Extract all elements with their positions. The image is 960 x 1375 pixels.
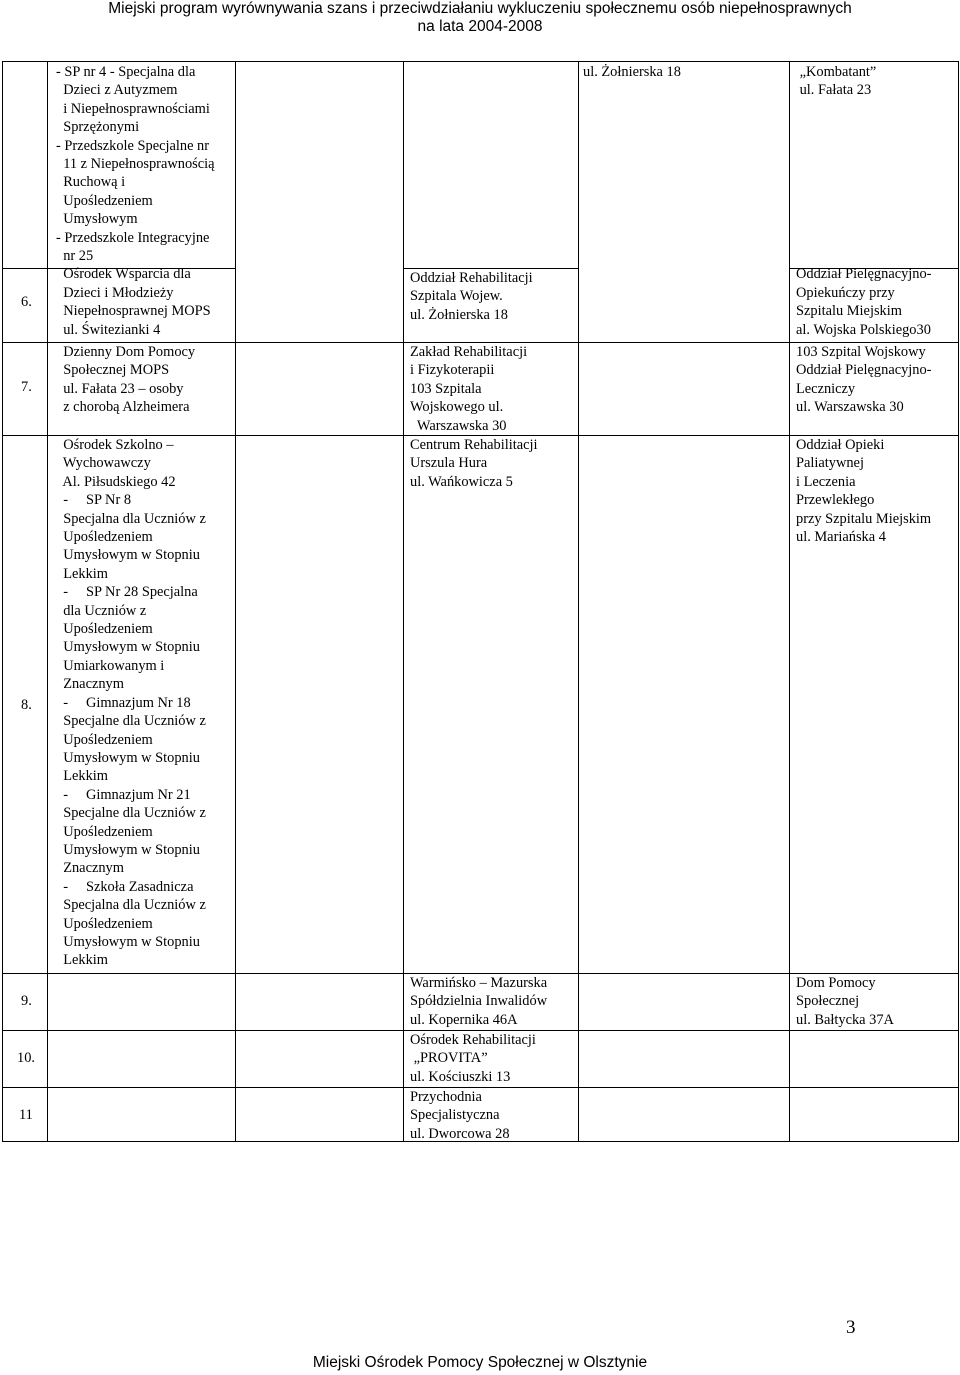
facility-cell: - SP nr 4 - Specjalna dla Dzieci z Autyzmem i Niepełnosprawnościami Sprzężonymi - Przedszkole Specjalne nr 11 z Niepełnosprawnością Ruchową i Upośledzeniem Umysłowym - Przedszkole Integracyjne nr 25 Ośrodek Wsparcia dla Dzieci i Młodzieży Niepełnosprawnej MOPS ul. Świtezianki 4: [56, 64, 215, 338]
rehab-cell: Centrum Rehabilitacji Urszula Hura ul. Wańkowicza 5: [410, 437, 538, 490]
care-cell: Oddział Opieki Paliatywnej i Leczenia Przewlekłego przy Szpitalu Miejskim ul. Mariańska 4: [796, 437, 932, 546]
page-footer: Miejski Ośrodek Pomocy Społecznej w Olsztynie: [312, 1354, 648, 1371]
rehab-cell: Warmińsko – Mazurska Spółdzielnia Inwalidów ul. Kopernika 46A: [410, 975, 548, 1028]
row-number: 11: [19, 1107, 33, 1123]
column-divider: [403, 61, 404, 1142]
column-divider: [789, 61, 790, 1142]
facility-cell: Dzienny Dom Pomocy Społecznej MOPS ul. Fałata 23 – osoby z chorobą Alzheimera: [63, 344, 196, 416]
row-number: 6.: [21, 294, 32, 310]
rehab-cell: Przychodnia Specjalistyczna ul. Dworcowa 28: [410, 1089, 510, 1142]
care-cell: Dom Pomocy Społecznej ul. Bałtycka 37A: [796, 975, 894, 1028]
address-cell: ul. Żołnierska 18: [583, 64, 681, 80]
row-number: 10.: [17, 1050, 35, 1066]
page-number: 3: [846, 1317, 856, 1338]
column-divider: [578, 61, 579, 1142]
column-divider: [47, 61, 48, 1142]
row-number: 9.: [21, 993, 32, 1009]
row-number: 7.: [21, 379, 32, 395]
care-cell: „Kombatant” ul. Fałata 23 Oddział Pielęgnacyjno- Opiekuńczy przy Szpitalu Miejskim al. Wojska Polskiego30: [796, 64, 932, 338]
column-divider: [235, 61, 236, 1142]
row-number: 8.: [21, 697, 32, 713]
rehab-cell: Ośrodek Rehabilitacji „PROVITA” ul. Kościuszki 13: [410, 1032, 536, 1085]
header-subtitle: na lata 2004-2008: [417, 18, 543, 35]
facility-cell: Ośrodek Szkolno – Wychowawczy Al. Piłsudskiego 42 - SP Nr 8 Specjalna dla Uczniów z Upośledzeniem Umysłowym w Stopniu Lekkim - SP Nr 28 Specjalna dla Uczniów z Upośledzeniem Umysłowym w Stopniu Umiarkowanym i Znacznym - Gimnazjum Nr 18 Specjalne dla Uczniów z Upośledzeniem Umysłowym w Stopniu Lekkim - Gimnazjum Nr 21 Specjalne dla Uczniów z Upośledzeniem Umysłowym w Stopniu Znacznym - Szkoła Zasadnicza Specjalna dla Uczniów z Upośledzeniem Umysłowym w Stopniu Lekkim: [62, 437, 206, 969]
rehab-cell: Oddział Rehabilitacji Szpitala Wojew. ul. Żołnierska 18: [410, 270, 533, 323]
rehab-cell: Zakład Rehabilitacji i Fizykoterapii 103 Szpitala Wojskowego ul. Warszawska 30: [410, 344, 528, 434]
header-title: Miejski program wyrównywania szans i przeciwdziałaniu wykluczeniu społecznemu osób niepełnosprawnych: [108, 0, 852, 17]
care-cell: 103 Szpital Wojskowy Oddział Pielęgnacyjno- Leczniczy ul. Warszawska 30: [796, 344, 932, 416]
